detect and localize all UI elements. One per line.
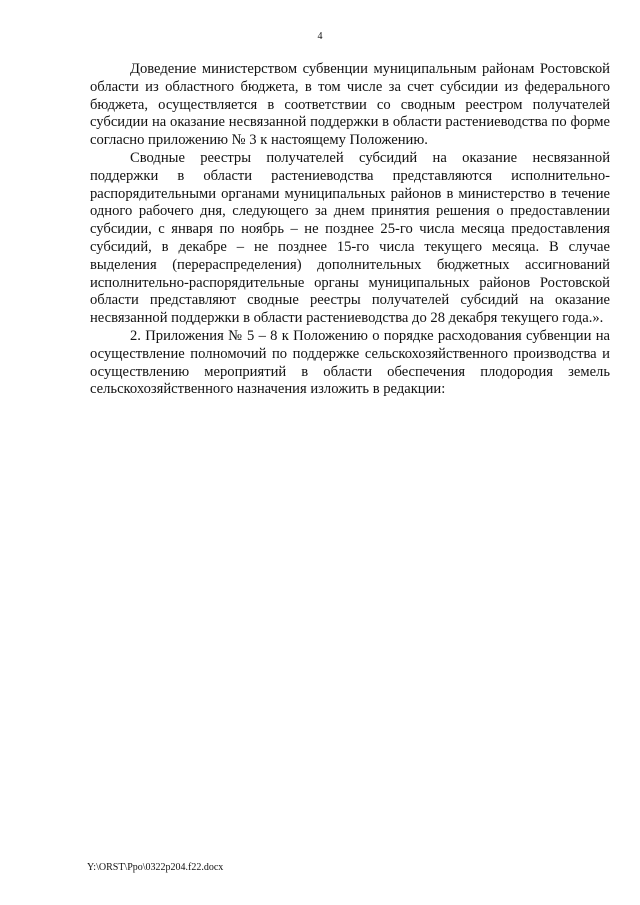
- document-body: [90, 61, 610, 399]
- paragraph-appendices-amendment: 2. Приложения № 5 – 8 к Положению о порядке расходования субвенции на осуществление полномочий по поддержке сельскохозяйственного производства и осуществлению мероприятий в области обеспечения плодородия земель сельскохозяйственного назначения изложить в редакции:: [90, 327, 610, 398]
- footer-file-path: Y:\ORST\Ppo\0322p204.f22.docx: [87, 862, 224, 873]
- page-number: 4: [317, 31, 323, 42]
- paragraph-consolidated-registers: Сводные реестры получателей субсидий на оказание несвязанной поддержки в области растениеводства представляются исполнительно-распорядительными органами муниципальных районов в министерство в течение одного рабочего дня, следующего за днем принятия решения о предоставлении субсидии, с января по ноябрь – не позднее 25-го числа месяца предоставления субсидий, в декабре – не позднее 15-го числа текущего месяца. В случае выделения (перераспределения) дополнительных бюджетных ассигнований исполнительно-распорядительные органы муниципальных районов Ростовской области представляют сводные реестры получателей субсидий на оказание несвязанной поддержки в области растениеводства до 28 декабря текущего года.».: [90, 149, 610, 327]
- paragraph-subvention-delivery: Доведение министерством субвенции муниципальным районам Ростовской области из областного бюджета, в том числе за счет субсидии из федерального бюджета, осуществляется в соответствии со сводным реестром получателей субсидии на оказание несвязанной поддержки в области растениеводства по форме согласно приложению № 3 к настоящему Положению.: [90, 61, 610, 149]
